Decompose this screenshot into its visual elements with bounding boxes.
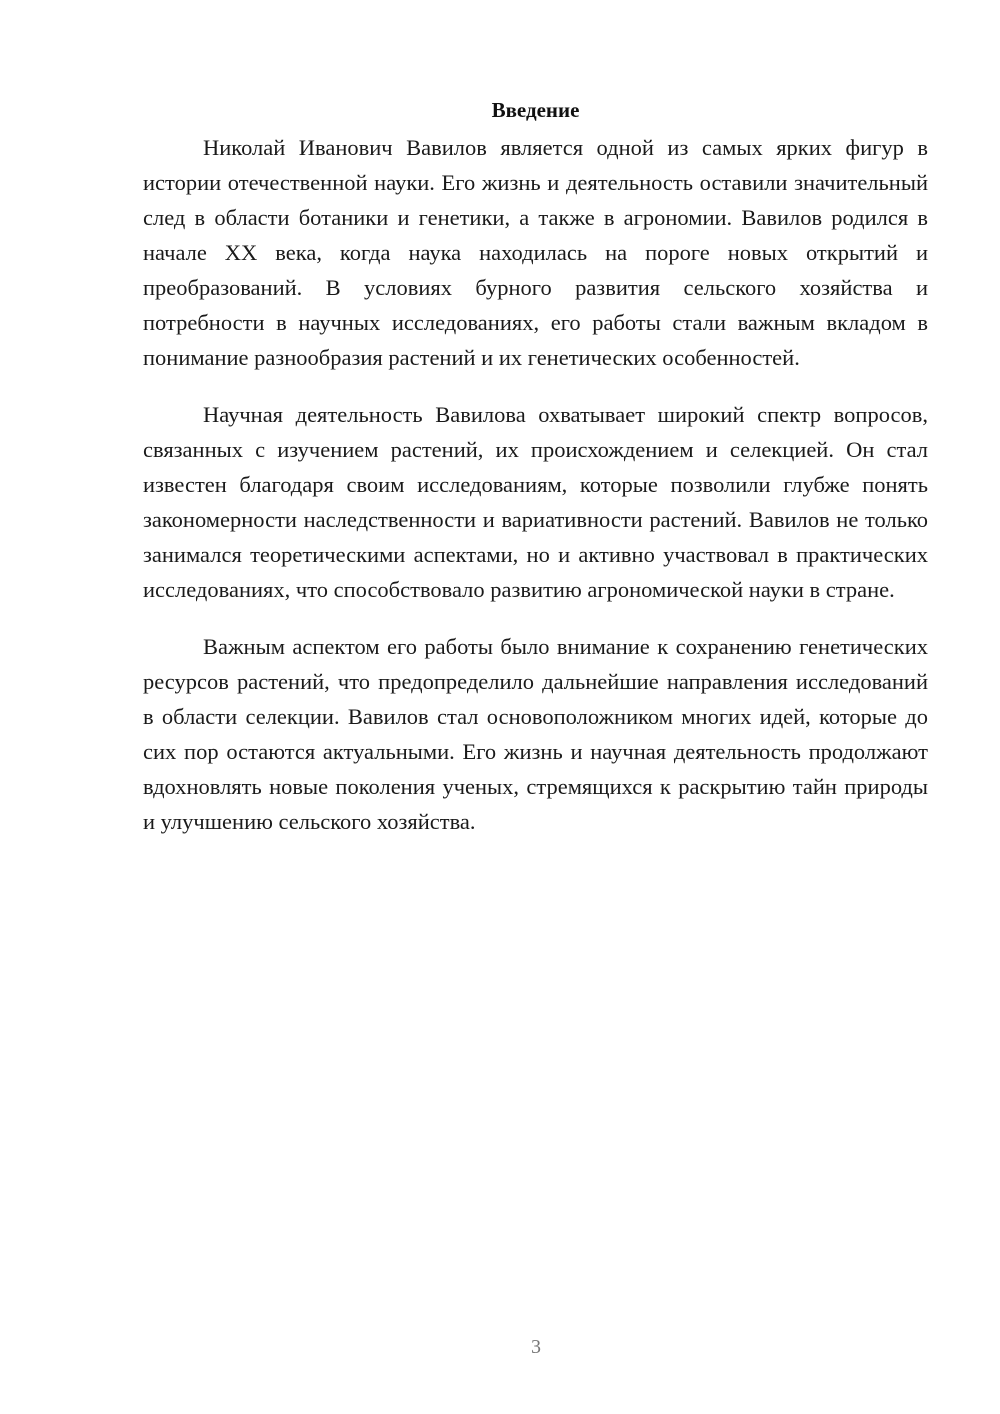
paragraph-3: Важным аспектом его работы было внимание к сохранению генетических ресурсов растений, что предопределило дальнейшие направления исследований в области селекции. Вавилов стал основоположником многих идей, которые до сих пор остаются актуальными. Его жизнь и научная деятельность продолжают вдохновлять новые поколения ученых, стремящихся к раскрытию тайн природы и улучшению сельского хозяйства. [143,634,928,834]
page-number: 3 [531,1336,541,1358]
paragraph-1: Николай Иванович Вавилов является одной из самых ярких фигур в истории отечественной науки. Его жизнь и деятельность оставили значительный след в области ботаники и генетики, а также в агрономии. Вавилов родился в начале XX века, когда наука находилась на пороге новых открытий и преобразований. В условиях бурного развития сельского хозяйства и потребности в научных исследованиях, его работы стали важным вкладом в понимание разнообразия растений и их генетических особенностей. [143,135,928,370]
paragraph-2: Научная деятельность Вавилова охватывает широкий спектр вопросов, связанных с изучением растений, их происхождением и селекцией. Он стал известен благодаря своим исследованиям, которые позволили глубже понять закономерности наследственности и вариативности растений. Вавилов не только занимался теоретическими аспектами, но и активно участвовал в практических исследованиях, что способствовало развитию агрономической науки в стране. [143,402,928,602]
document-body [143,92,928,861]
section-heading: Введение [491,98,580,122]
